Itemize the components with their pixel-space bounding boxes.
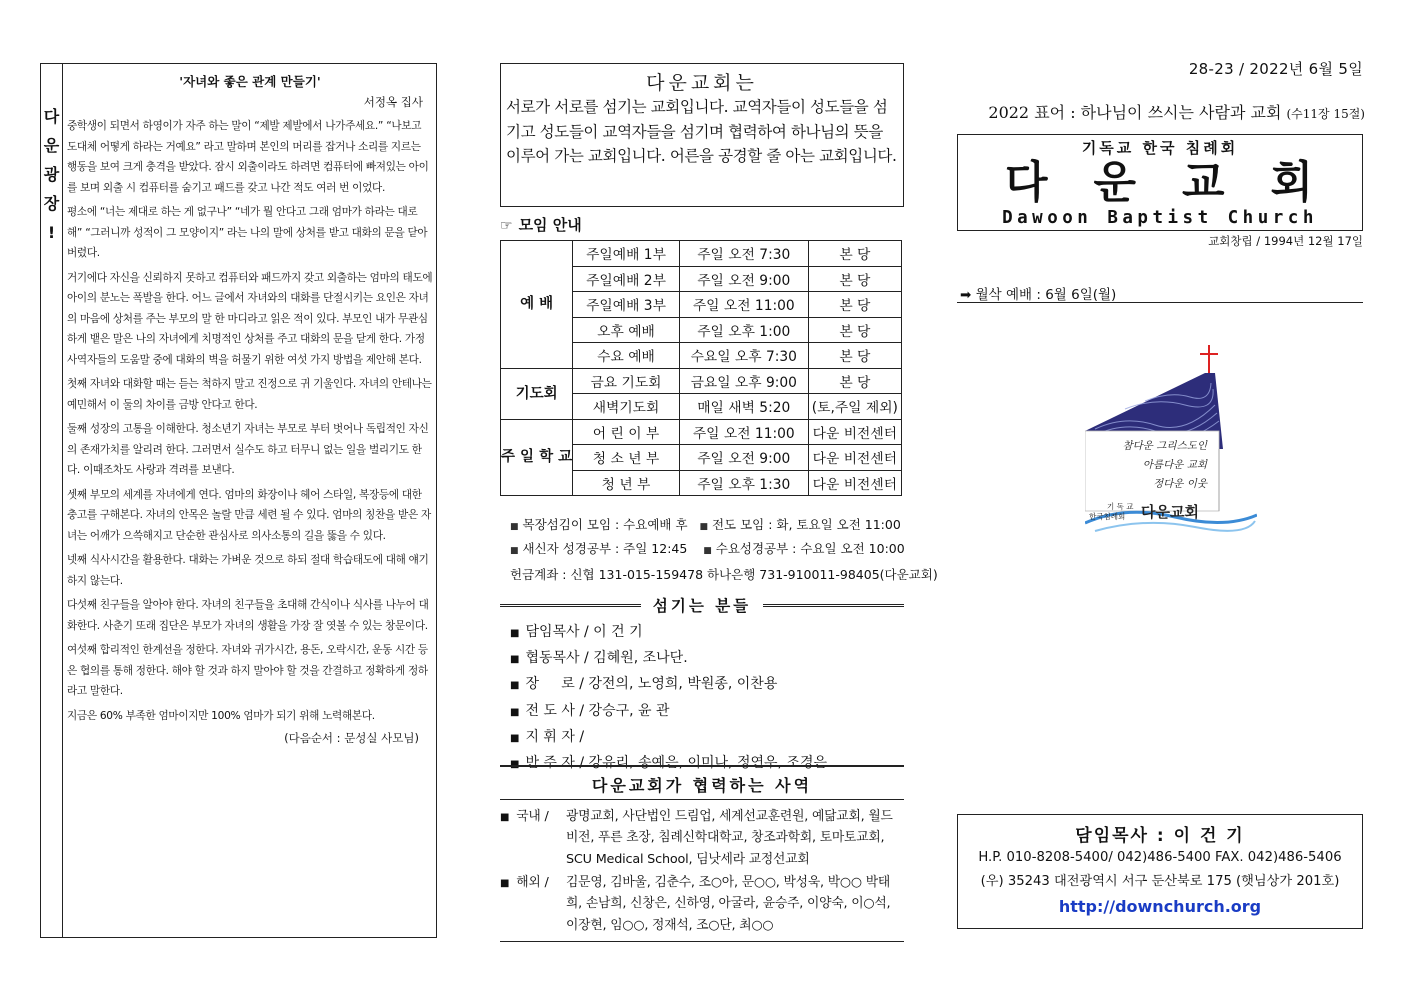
square-bullet-icon: ■	[500, 878, 510, 889]
logo-small-text: 기 독 교	[1107, 502, 1134, 511]
event-place: 다운 비전센터	[808, 470, 901, 496]
event-name: 금요 기도회	[573, 368, 680, 394]
servants-list	[510, 620, 827, 777]
church-name-box	[957, 134, 1363, 231]
essay-paragraph: 넷째 식사시간을 활용한다. 대화는 가벼운 것으로 하되 절대 학습태도에 대해 얘기하지 않는다.	[67, 554, 429, 587]
event-name: 주일예배 2부	[573, 266, 680, 292]
square-bullet-icon: ■	[510, 546, 519, 556]
essay-paragraph: 둘째 성장의 고통을 이해한다. 청소년기 자녀는 부모로 부터 벗어나 독립적인 자신의 존재가치를 알리려 한다. 그러면서 실수도 하고 터무니 없는 일을 벌리기도 한다. 이때조차도 사랑과 격려를 보낸다.	[67, 423, 429, 476]
annual-motto: 2022 표어 : 하나님이 쓰시는 사람과 교회 (수11장 15절)	[988, 103, 1365, 122]
column-essay-box	[40, 63, 437, 938]
offering-account: 헌금계좌 : 신협 131-015-159478 하나은행 731-910011-98405(다운교회)	[510, 567, 938, 582]
event-name: 청 소 년 부	[573, 445, 680, 471]
essay	[67, 72, 433, 746]
side-title-char: !	[47, 223, 56, 242]
essay-author: 서정옥 집사	[363, 95, 423, 109]
divider	[500, 941, 904, 942]
event-time: 주일 오전 7:30	[679, 241, 808, 267]
event-place: 본 당	[808, 266, 901, 292]
event-name: 오후 예배	[573, 317, 680, 343]
mission-body: 서로가 서로를 섬기는 교회입니다. 교역자들이 성도들을 섬기고 성도들이 교역자들을 섬기며 협력하여 하나님의 뜻을 이루어 가는 교회입니다. 어른을 공경할 줄 아는 교회입니다.	[506, 98, 897, 165]
contact-box	[957, 814, 1363, 929]
address: (우) 35243 대전광역시 서구 둔산북로 175 (햇님상가 201호)	[980, 874, 1340, 889]
servants-heading: 섬기는 분들	[500, 594, 904, 616]
list-item: ■ 반 주 자 / 강유리, 송예은, 이미나, 정연우, 조경은	[510, 755, 828, 772]
list-item: ■ 담임목사 / 이 건 기	[510, 624, 643, 640]
square-bullet-icon: ■	[510, 522, 519, 532]
essay-paragraph: 거기에다 자신을 신뢰하지 못하고 컴퓨터와 패드까지 갖고 외출하는 엄마의 태도에 아이의 분노는 폭발을 한다. 어느 글에서 자녀와의 대화를 단절시키는 요인은 자녀의 마음에 상처를 주는 부모의 말 한 마디라고 읽은 적이 있다. 부모인 내가 무관심하게 뱉은 말은 나의 자녀에게 치명적인 상처를 주고 대화의 문을 닫게 한다. 가정사역자들의 도움말 중에 대화의 벽을 허물기 위한 여섯 가지 방법을 제안해 본다.	[67, 271, 433, 366]
essay-paragraph: 여섯째 합리적인 한계선을 정한다. 자녀와 귀가시간, 용돈, 오락시간, 운동 시간 등은 협의를 통해 정한다. 해야 할 것과 하지 말아야 할 것을 간결하고 정확하게 정하라고 말한다.	[67, 644, 428, 697]
essay-paragraph: 평소에 “너는 제대로 하는 게 없구나” “네가 뭘 안다고 그래 엄마가 하라는 대로 해” “그러니까 성적이 그 모양이지” 라는 나의 말에 상처를 받고 대화의 문을 닫아버렸다.	[67, 206, 428, 259]
essay-title: '자녀와 좋은 관계 만들기'	[179, 74, 321, 89]
event-place: 본 당	[808, 317, 901, 343]
divider	[957, 302, 1363, 303]
event-place: 본 당	[808, 368, 901, 394]
square-bullet-icon: ■	[500, 812, 510, 823]
side-title-char: 다	[43, 107, 60, 126]
notes-row: ■ 목장섬김이 모임 : 수요예배 후 ■ 전도 모임 : 화, 토요일 오전 11:00	[510, 517, 901, 532]
essay-paragraph: 지금은 60% 부족한 엄마이지만 100% 엄마가 되기 위해 노력해본다.	[67, 709, 375, 722]
essay-next-author: (다음순서 : 문성실 사모님)	[284, 731, 419, 745]
event-time: 금요일 오후 9:00	[679, 368, 808, 394]
event-place: 본 당	[808, 292, 901, 318]
event-time: 주일 오후 1:30	[679, 470, 808, 496]
event-place: 본 당	[808, 343, 901, 369]
event-time: 주일 오전 9:00	[679, 266, 808, 292]
side-title-char: 장	[43, 194, 60, 213]
event-time: 매일 새벽 5:20	[679, 394, 808, 420]
square-bullet-icon: ■	[510, 680, 520, 692]
cooperation-domestic: ■ 국내 / 광명교회, 사단법인 드림업, 세계선교훈련원, 예닮교회, 월드비전, 푸른 초장, 침례신학대학교, 창조과학회, 토마토교회, SCU Medical School, 딤낫세라 교정선교회	[500, 809, 893, 867]
category-worship: 예 배	[501, 241, 573, 369]
event-time: 수요일 오후 7:30	[679, 343, 808, 369]
event-place: (토,주일 제외)	[808, 394, 901, 420]
side-title	[41, 64, 63, 937]
category-prayer: 기도회	[501, 368, 573, 419]
list-item: ■ 협동목사 / 김혜원, 조나단.	[510, 650, 688, 667]
essay-paragraph: 중학생이 되면서 하영이가 자주 하는 말이 “제발 제발에서 나가주세요.” “나보고 도대체 어떻게 하라는 거예요” 라고 말하며 본인의 머리를 잡거나 소리를 지르는 행동을 보여 크게 충격을 받았다. 잠시 외출이라도 하려면 컴퓨터에 빠져있는 아이를 보며 외출 시 컴퓨터를 숨기고 패드를 갖고 나간 적도 여러 번 이었다.	[67, 120, 429, 194]
church-logo	[1085, 345, 1257, 540]
issue-date: 28-23 / 2022년 6월 5일	[1188, 60, 1363, 78]
logo-slogan: 참다운 그리스도인	[1122, 440, 1207, 452]
event-time: 주일 오전 11:00	[679, 292, 808, 318]
event-place: 본 당	[808, 241, 901, 267]
square-bullet-icon: ■	[510, 732, 520, 744]
event-name: 주일예배 3부	[573, 292, 680, 318]
event-time: 주일 오후 1:00	[679, 317, 808, 343]
mission-statement-box	[500, 63, 904, 207]
pointing-hand-icon: ☞	[500, 218, 513, 234]
logo-small-text: 한국침례회	[1089, 512, 1126, 521]
divider	[500, 799, 904, 800]
logo-slogan: 아름다운 교회	[1142, 459, 1207, 471]
table-row	[501, 368, 902, 394]
schedule-table	[500, 240, 902, 496]
website-link[interactable]: http://downchurch.org	[1058, 897, 1262, 916]
church-name: 다운교회	[1004, 157, 1359, 208]
event-name: 어 린 이 부	[573, 419, 680, 445]
essay-paragraph: 셋째 부모의 세계를 자녀에게 연다. 엄마의 화장이나 헤어 스타일, 복장등에 대한 충고를 구해본다. 자녀의 안목은 놀랄 만큼 세련 될 수 있다. 엄마의 칭찬을 받은 자녀는 어깨가 으쓱해지고 단순한 관심사로 의사소통의 길을 뚫을 수 있다.	[67, 488, 431, 542]
church-english-name: Dawoon Baptist Church	[1002, 208, 1318, 228]
phone-fax: H.P. 010-8208-5400/ 042)486-5400 FAX. 042)486-5406	[978, 850, 1342, 865]
event-place: 다운 비전센터	[808, 419, 901, 445]
founding-date: 교회창립 / 1994년 12월 17일	[1208, 234, 1363, 248]
meeting-notes	[510, 514, 910, 562]
denomination: 기독교 한국 침례회	[1081, 139, 1239, 157]
square-bullet-icon: ■	[510, 628, 520, 639]
table-row	[501, 419, 902, 445]
square-bullet-icon: ■	[510, 654, 520, 666]
event-time: 주일 오전 11:00	[679, 419, 808, 445]
event-name: 주일예배 1부	[573, 241, 680, 267]
cooperation-heading: 다운교회가 협력하는 사역	[591, 776, 813, 795]
logo-name: 다운교회	[1141, 503, 1199, 521]
square-bullet-icon: ■	[510, 706, 520, 718]
senior-pastor: 담임목사 : 이 건 기	[1075, 826, 1245, 846]
list-item: ■ 전 도 사 / 강승구, 윤 관	[510, 702, 670, 719]
gathering-heading: ☞ 모임 안내	[500, 216, 582, 234]
side-title-char: 광	[43, 165, 60, 184]
cooperation-overseas: ■ 해외 / 김문영, 김바울, 김춘수, 조○아, 문○○, 박성욱, 박○○ 박태희, 손남희, 신창은, 신하영, 아굴라, 윤승주, 이양숙, 이○석, 이장현, 임○○, 정재석, 조○단, 최○○	[500, 875, 891, 933]
list-item: ■ 장 로 / 강전의, 노영희, 박원종, 이찬용	[510, 676, 778, 693]
square-bullet-icon: ■	[703, 546, 712, 556]
list-item: ■ 지 휘 자 /	[510, 728, 585, 745]
square-bullet-icon: ■	[510, 759, 520, 771]
essay-paragraph: 다섯째 친구들을 알아야 한다. 자녀의 친구들을 초대해 간식이나 식사를 나누어 대화한다. 사춘기 또래 집단은 부모가 자녀의 생활을 가장 잘 엿볼 수 있는 창문이다.	[67, 599, 429, 632]
event-place: 다운 비전센터	[808, 445, 901, 471]
side-title-char: 운	[43, 136, 60, 155]
mission-title: 다운교회는	[646, 72, 758, 94]
logo-slogan: 정다운 이웃	[1152, 478, 1207, 490]
table-row	[501, 241, 902, 267]
event-time: 주일 오전 9:00	[679, 445, 808, 471]
event-name: 청 년 부	[573, 470, 680, 496]
monthly-worship-notice: ➡ 월삭 예배 : 6월 6일(월)	[960, 287, 1117, 303]
essay-paragraph: 첫째 자녀와 대화할 때는 듣는 척하지 말고 진정으로 귀 기울인다. 자녀의 안테나는 예민해서 이 둘의 차이를 금방 안다고 한다.	[67, 378, 432, 411]
event-name: 수요 예배	[573, 343, 680, 369]
category-sunday-school: 주 일 학 교	[501, 419, 573, 496]
notes-row: ■ 새신자 성경공부 : 주일 12:45 ■ 수요성경공부 : 수요일 오전 10:00	[510, 541, 905, 556]
square-bullet-icon: ■	[699, 522, 708, 532]
event-name: 새벽기도회	[573, 394, 680, 420]
divider	[500, 765, 904, 767]
